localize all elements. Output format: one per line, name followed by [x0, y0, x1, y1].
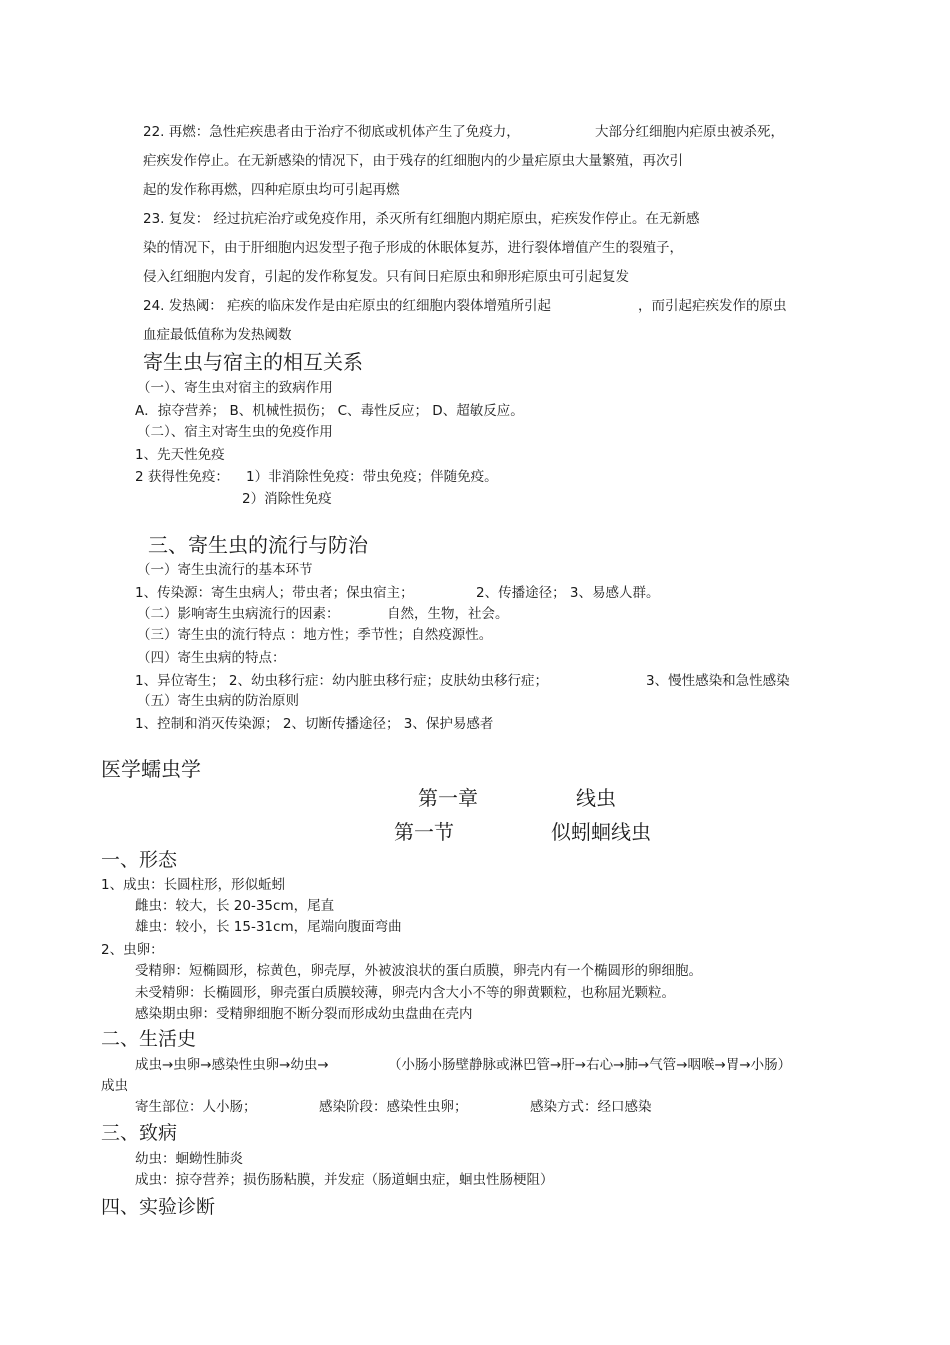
path-e2: 成虫：掠夺营养；损伤肠粘膜，并发症（肠道蛔虫症，蛔虫性肠梗阻） — [135, 1172, 554, 1188]
morph-a1: 1、成虫：长圆柱形，形似蚯蚓 — [101, 877, 286, 893]
life-c2: （小肠小肠壁静脉或淋巴管→肝→右心→肺→气管→咽喉→胃→小肠） — [388, 1057, 792, 1073]
morph-title: 一、形态 — [101, 849, 178, 871]
epi-s1: （一）寄生虫流行的基本环节 — [137, 562, 313, 578]
chapter-label: 第一章 — [418, 786, 478, 810]
morph-b2: 受精卵：短椭圆形，棕黄色，卵壳厚，外被波浪状的蛋白质膜，卵壳内有一个椭圆形的卵细胞。 — [135, 963, 702, 979]
life-c3: 成虫 — [101, 1078, 128, 1094]
morph-b4: 感染期虫卵：受精卵细胞不断分裂而形成幼虫盘曲在壳内 — [135, 1006, 473, 1022]
epi-s4b: 3、慢性感染和急性感染 — [646, 673, 790, 689]
p24-line1b: ，而引起疟疾发作的原虫 — [638, 298, 787, 314]
morph-a2: 雌虫：较大，长 20-35cm，尾直 — [135, 898, 335, 914]
life-c1: 成虫→虫卵→感染性虫卵→幼虫→ — [135, 1057, 329, 1073]
epi-s3: （三）寄生虫的流行特点 ：地方性；季节性；自然疫源性。 — [137, 627, 493, 643]
morph-a3: 雄虫：较小，长 15-31cm，尾端向腹面弯曲 — [135, 919, 402, 935]
rel-title: 寄生虫与宿主的相互关系 — [143, 350, 363, 374]
rel-i2a: 2 获得性免疫： — [135, 469, 229, 485]
epi-s1a: 1、传染源：寄生虫病人；带虫者；保虫宿主； — [135, 585, 414, 601]
life-d1: 寄生部位：人小肠； — [135, 1099, 257, 1115]
life-title: 二、生活史 — [101, 1028, 197, 1050]
morph-b1: 2、虫卵： — [101, 942, 164, 958]
p22-line3: 起的发作称再燃，四种疟原虫均可引起再燃 — [143, 182, 400, 198]
epi-s2b: 自然，生物，社会。 — [387, 606, 509, 622]
p24-line1a: 24. 发热阈： 疟疾的临床发作是由疟原虫的红细胞内裂体增殖所引起 — [143, 298, 552, 314]
section-name: 似蚓蛔线虫 — [551, 820, 651, 844]
epi-s5: （五）寄生虫病的防治原则 — [137, 693, 299, 709]
lab-title: 四、实验诊断 — [101, 1196, 216, 1218]
epi-s1b: 2、传播途径； 3、易感人群。 — [476, 585, 660, 601]
section-label: 第一节 — [394, 820, 454, 844]
epi-s2a: （二）影响寄生虫病流行的因素： — [137, 606, 340, 622]
morph-b3: 未受精卵：长椭圆形，卵壳蛋白质膜较薄，卵壳内含大小不等的卵黄颗粒，也称屈光颗粒。 — [135, 985, 675, 1001]
p22-line1a: 22. 再燃：急性疟疾患者由于治疗不彻底或机体产生了免疫力， — [143, 124, 520, 140]
rel-i1: 1、先天性免疫 — [135, 447, 225, 463]
rel-s1: （一）、寄生虫对宿主的致病作用 — [137, 380, 333, 396]
path-e1: 幼虫：蛔蚴性肺炎 — [135, 1151, 243, 1167]
life-d2: 感染阶段：感染性虫卵； — [319, 1099, 468, 1115]
rel-s2: （二）、宿主对寄生虫的免疫作用 — [137, 424, 333, 440]
epi-s4a: 1、异位寄生； 2、幼虫移行症：幼内脏虫移行症；皮肤幼虫移行症； — [135, 673, 548, 689]
p22-line1b: 大部分红细胞内疟原虫被杀死， — [595, 124, 784, 140]
rel-i2b: 1）非消除性免疫：带虫免疫；伴随免疫。 — [246, 469, 498, 485]
chapter-name: 线虫 — [576, 786, 616, 810]
epi-s5a: 1、控制和消灭传染源； 2、切断传播途径； 3、保护易感者 — [135, 716, 494, 732]
epi-title: 三、寄生虫的流行与防治 — [148, 533, 368, 557]
rel-s1-items: A．掠夺营养； B、机械性损伤； C、毒性反应； D、超敏反应。 — [135, 403, 524, 419]
p23-line1: 23. 复发： 经过抗疟治疗或免疫作用，杀灭所有红细胞内期疟原虫，疟疾发作停止。在无新感 — [143, 211, 700, 227]
epi-s4: （四）寄生虫病的特点： — [137, 650, 286, 666]
p24-line2: 血症最低值称为发热阈数 — [143, 327, 292, 343]
helm-title: 医学蠕虫学 — [101, 757, 201, 781]
p23-line3: 侵入红细胞内发育，引起的发作称复发。只有间日疟原虫和卵形疟原虫可引起复发 — [143, 269, 629, 285]
path-title: 三、致病 — [101, 1122, 178, 1144]
rel-i2c: 2）消除性免疫 — [242, 491, 332, 507]
p23-line2: 染的情况下，由于肝细胞内迟发型子孢子形成的休眠体复苏，进行裂体增值产生的裂殖子， — [143, 240, 683, 256]
life-d3: 感染方式：经口感染 — [530, 1099, 652, 1115]
p22-line2: 疟疾发作停止。在无新感染的情况下，由于残存的红细胞内的少量疟原虫大量繁殖，再次引 — [143, 153, 683, 169]
